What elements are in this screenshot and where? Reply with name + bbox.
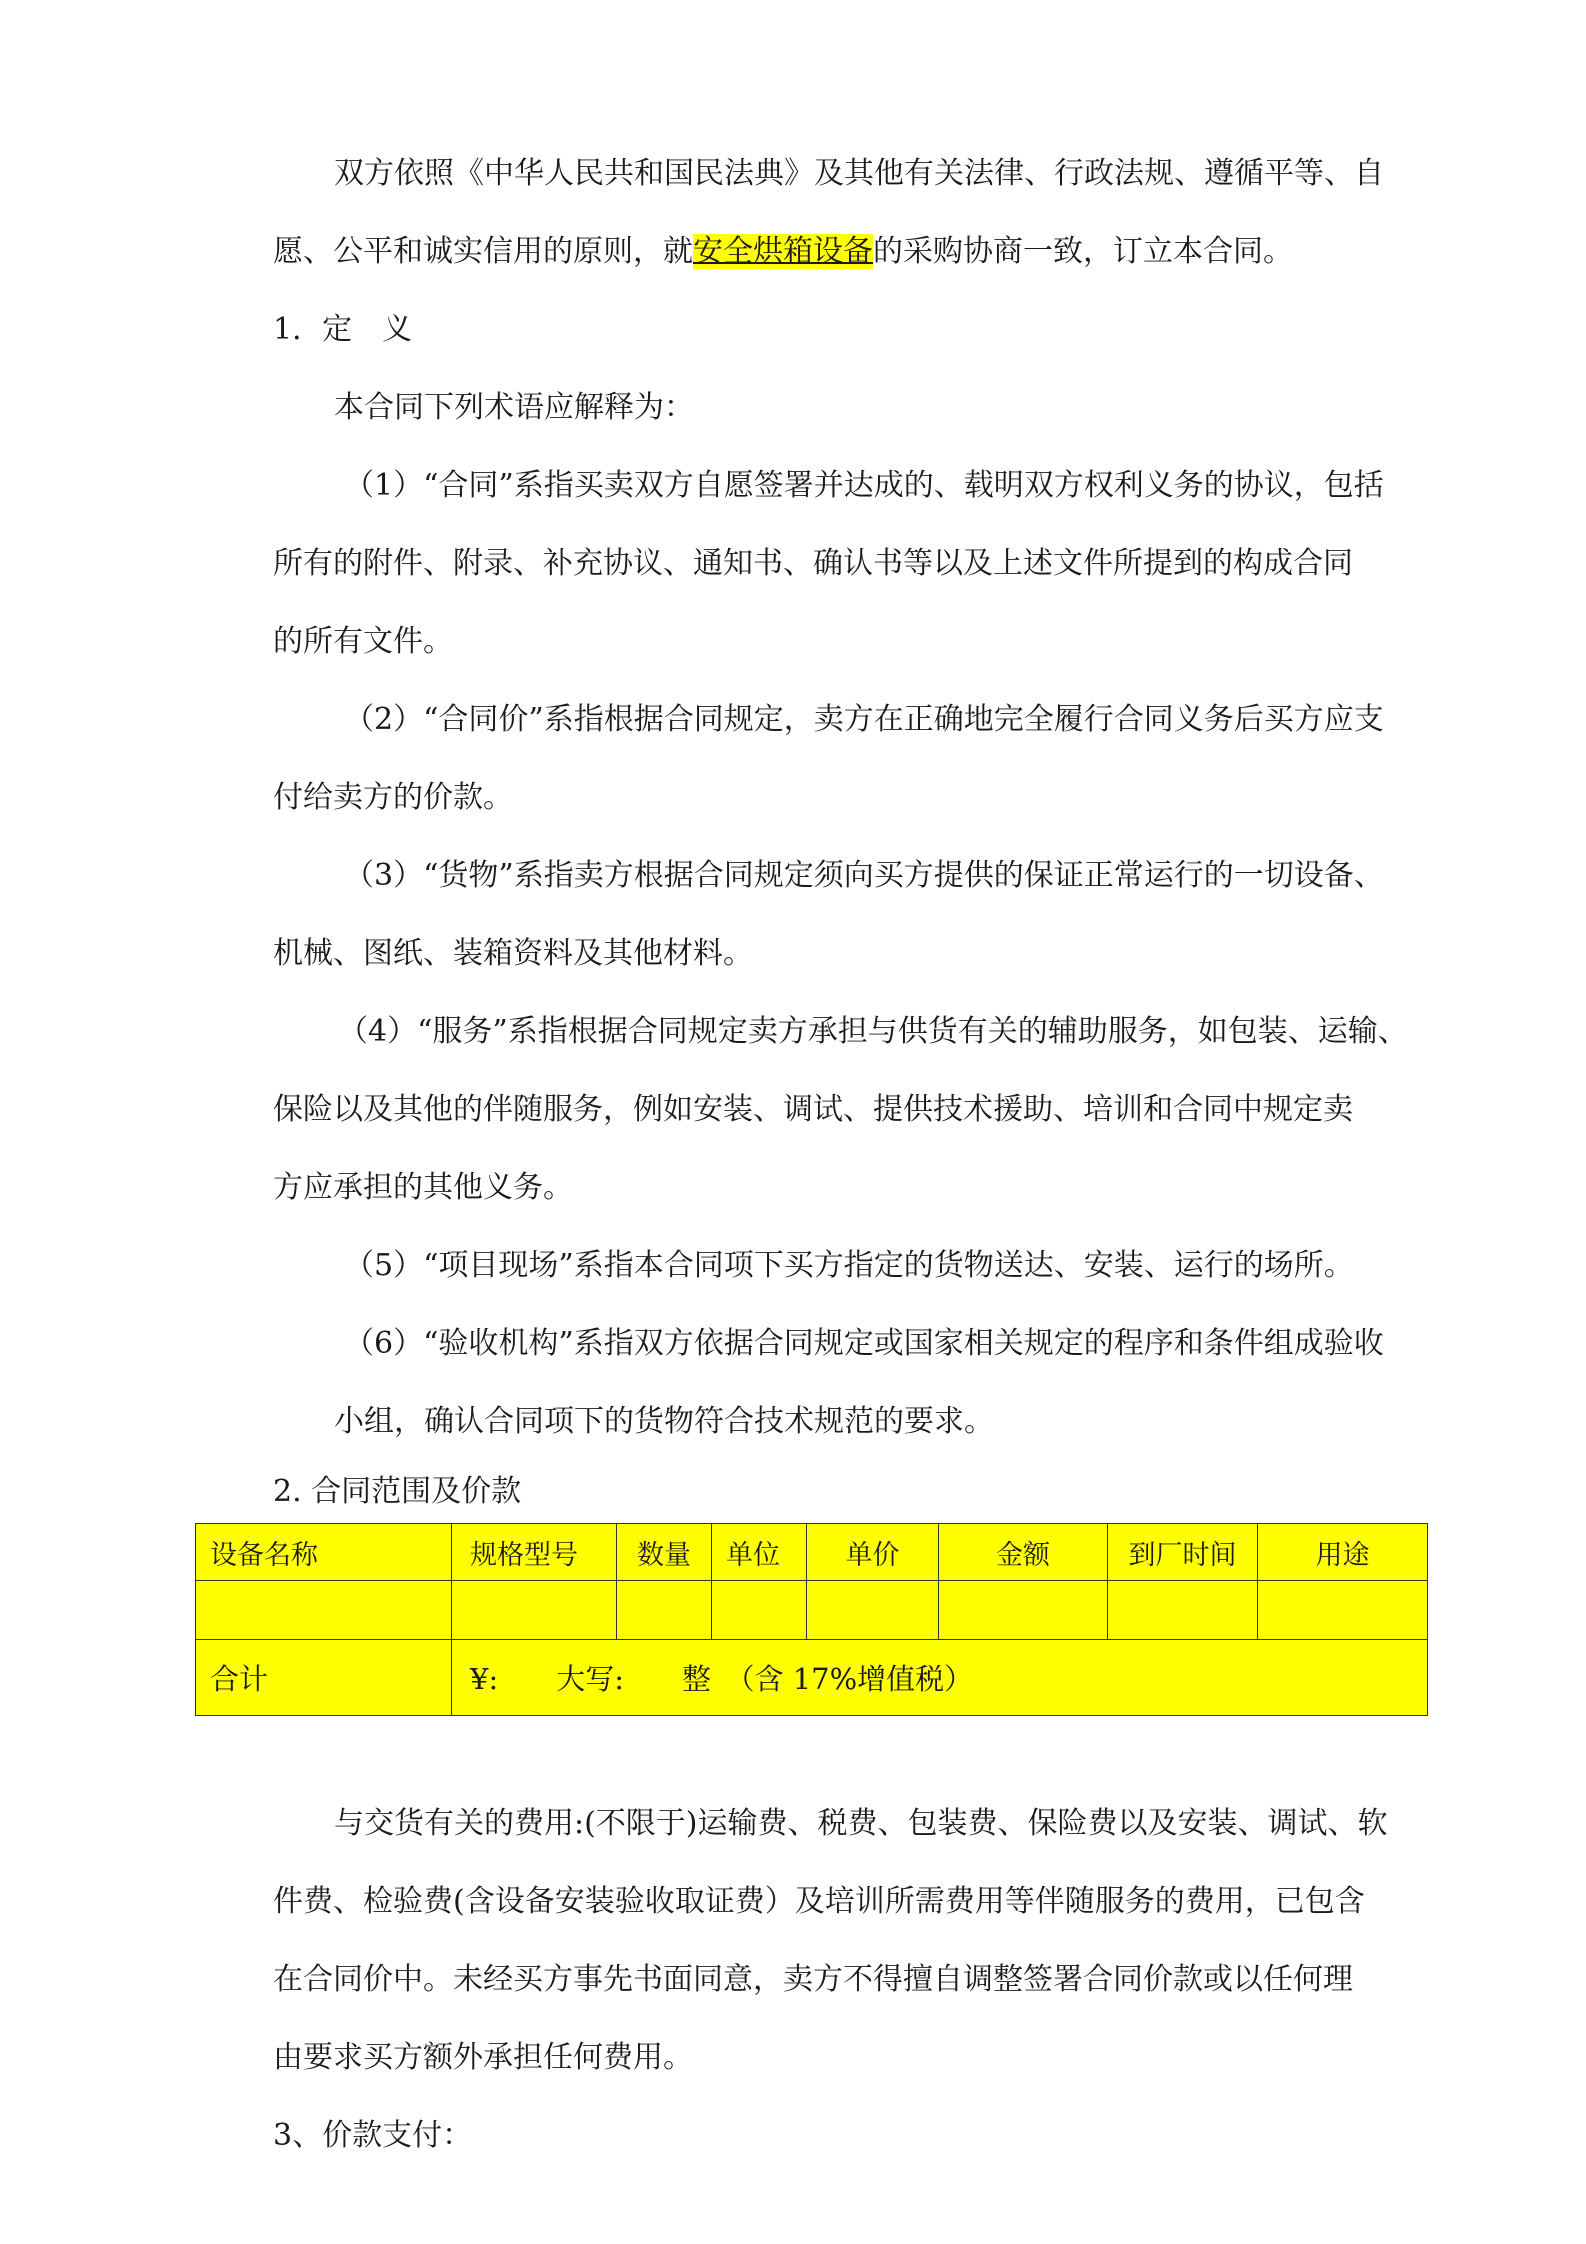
table-total-row <box>196 1640 1428 1716</box>
definition-1-line-3: 的所有文件。 <box>273 624 453 659</box>
table-header-row <box>196 1524 1428 1581</box>
section-3-heading: 3、价款支付： <box>273 2118 473 2153</box>
header-arrival-time: 到厂时间 <box>1108 1524 1258 1581</box>
header-equipment-name: 设备名称 <box>196 1524 452 1581</box>
cell-amount[interactable] <box>939 1581 1108 1640</box>
definition-2-line-1: （2）“合同价”系指根据合同规定，卖方在正确地完全履行合同义务后买方应支 <box>344 702 1384 737</box>
definition-4-line-2: 保险以及其他的伴随服务，例如安装、调试、提供技术援助、培训和合同中规定卖 <box>273 1092 1353 1127</box>
cell-equipment-name[interactable] <box>196 1581 452 1640</box>
price-table <box>195 1523 1428 1716</box>
highlighted-subject: 安全烘箱设备 <box>693 234 873 269</box>
section-1-lead: 本合同下列术语应解释为： <box>334 390 694 425</box>
definition-3-line-1: （3）“货物”系指卖方根据合同规定须向买方提供的保证正常运行的一切设备、 <box>344 858 1384 893</box>
definition-4-line-3: 方应承担的其他义务。 <box>273 1170 573 1205</box>
definition-3-line-2: 机械、图纸、装箱资料及其他材料。 <box>273 936 753 971</box>
definition-4-line-1: （4）“服务”系指根据合同规定卖方承担与供货有关的辅助服务，如包装、运输、 <box>338 1014 1408 1049</box>
total-value: ¥: 大写: 整 （含 17%增值税） <box>452 1640 1428 1716</box>
cell-model[interactable] <box>452 1581 617 1640</box>
table-row <box>196 1581 1428 1640</box>
intro-line-2 <box>273 232 1293 272</box>
cell-purpose[interactable] <box>1258 1581 1428 1640</box>
header-model: 规格型号 <box>452 1524 617 1581</box>
header-purpose: 用途 <box>1258 1524 1428 1581</box>
definition-6-line-1: （6）“验收机构”系指双方依据合同规定或国家相关规定的程序和条件组成验收 <box>344 1326 1384 1361</box>
header-unit-price: 单价 <box>807 1524 939 1581</box>
cell-unit[interactable] <box>712 1581 807 1640</box>
definition-1-line-1: （1）“合同”系指买卖双方自愿签署并达成的、载明双方权利义务的协议，包括 <box>344 468 1384 503</box>
fees-para-line-1: 与交货有关的费用:(不限于)运输费、税费、包装费、保险费以及安装、调试、软 <box>334 1806 1388 1841</box>
intro-line-2-pre: 愿、公平和诚实信用的原则，就 <box>273 234 693 269</box>
section-2-heading: 2. 合同范围及价款 <box>273 1474 522 1509</box>
fees-para-line-3: 在合同价中。未经买方事先书面同意，卖方不得擅自调整签署合同价款或以任何理 <box>273 1962 1353 1997</box>
section-1-heading: 1．定 义 <box>273 312 413 347</box>
intro-line-2-post: 的采购协商一致，订立本合同。 <box>873 234 1293 269</box>
total-label: 合计 <box>196 1640 452 1716</box>
definition-2-line-2: 付给卖方的价款。 <box>273 780 513 815</box>
header-amount: 金额 <box>939 1524 1108 1581</box>
fees-para-line-4: 由要求买方额外承担任何费用。 <box>273 2040 693 2075</box>
definition-6-line-2: 小组，确认合同项下的货物符合技术规范的要求。 <box>334 1404 994 1439</box>
intro-line-1: 双方依照《中华人民共和国民法典》及其他有关法律、行政法规、遵循平等、自 <box>334 156 1384 191</box>
cell-arrival-time[interactable] <box>1108 1581 1258 1640</box>
definition-5-line-1: （5）“项目现场”系指本合同项下买方指定的货物送达、安装、运行的场所。 <box>344 1248 1354 1283</box>
header-unit: 单位 <box>712 1524 807 1581</box>
cell-quantity[interactable] <box>617 1581 712 1640</box>
cell-unit-price[interactable] <box>807 1581 939 1640</box>
definition-1-line-2: 所有的附件、附录、补充协议、通知书、确认书等以及上述文件所提到的构成合同 <box>273 546 1353 581</box>
header-quantity: 数量 <box>617 1524 712 1581</box>
fees-para-line-2: 件费、检验费(含设备安装验收取证费）及培训所需费用等伴随服务的费用，已包含 <box>273 1884 1365 1919</box>
